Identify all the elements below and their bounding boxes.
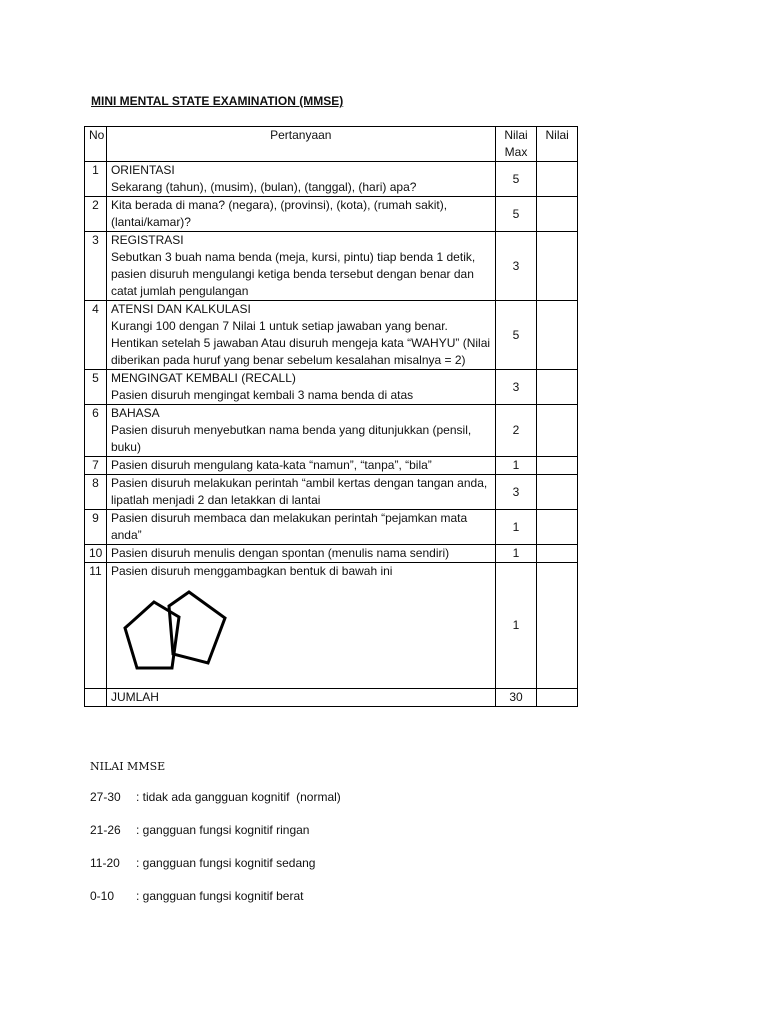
legend-range: 27-30 — [90, 790, 121, 804]
row-number: 5 — [85, 370, 107, 405]
row-question — [106, 370, 495, 405]
row-score-cell[interactable] — [537, 197, 578, 232]
legend-description: : gangguan fungsi kognitif ringan — [136, 823, 310, 837]
row-max-score: 3 — [495, 370, 537, 405]
table-row — [85, 475, 578, 510]
legend-range: 21-26 — [90, 823, 121, 837]
row-number: 10 — [85, 545, 107, 563]
row-question — [106, 197, 495, 232]
row-score-cell[interactable] — [537, 405, 578, 457]
row-number: 9 — [85, 510, 107, 545]
table-row — [85, 510, 578, 545]
row-question — [106, 563, 495, 689]
legend-item — [90, 823, 309, 837]
question-text: Sekarang (tahun), (musim), (bulan), (tanggal), (hari) apa? — [110, 180, 417, 194]
row-max-score: 5 — [495, 162, 537, 197]
table-row — [85, 563, 578, 689]
row-max-score: 2 — [495, 405, 537, 457]
question-text: Sebutkan 3 buah nama benda (meja, kursi, pintu) tiap benda 1 detik, pasien disuruh mengulangi ketiga benda tersebut dengan benar dan catat jumlah pengulangan — [110, 250, 476, 298]
header-question: Pertanyaan — [106, 127, 495, 162]
row-number: 7 — [85, 457, 107, 475]
question-text: Pasien disuruh mengingat kembali 3 nama benda di atas — [110, 388, 414, 402]
row-max-score: 1 — [495, 545, 537, 563]
table-row — [85, 370, 578, 405]
row-score-cell[interactable] — [537, 510, 578, 545]
question-heading: MENGINGAT KEMBALI (RECALL) — [110, 371, 296, 385]
row-question — [106, 545, 495, 563]
row-number: 6 — [85, 405, 107, 457]
question-heading: BAHASA — [110, 406, 160, 420]
row-max-score: 3 — [495, 475, 537, 510]
row-question — [106, 232, 495, 301]
row-score-cell[interactable] — [537, 545, 578, 563]
pentagon-drawing — [111, 580, 491, 688]
legend-item — [90, 889, 303, 903]
total-max: 30 — [495, 689, 537, 707]
question-text: Pasien disuruh membaca dan melakukan perintah “pejamkan mata anda” — [110, 511, 468, 542]
row-question — [106, 405, 495, 457]
row-number: 2 — [85, 197, 107, 232]
row-score-cell[interactable] — [537, 475, 578, 510]
legend-range: 0-10 — [90, 889, 115, 903]
question-heading: ATENSI DAN KALKULASI — [110, 302, 251, 316]
legend-range: 11-20 — [90, 856, 120, 870]
question-text: Pasien disuruh menyebutkan nama benda yang ditunjukkan (pensil, buku) — [110, 423, 472, 454]
row-number: 3 — [85, 232, 107, 301]
row-number: 8 — [85, 475, 107, 510]
question-text: Kita berada di mana? (negara), (provinsi), (kota), (rumah sakit), (lantai/kamar)? — [110, 198, 448, 229]
row-question — [106, 301, 495, 370]
question-text: Pasien disuruh melakukan perintah “ambil kertas dengan tangan anda, lipatlah menjadi 2 dan letakkan di lantai — [110, 476, 488, 507]
row-score-cell[interactable] — [537, 162, 578, 197]
total-no — [85, 689, 107, 707]
question-text: Kurangi 100 dengan 7 Nilai 1 untuk setiap jawaban yang benar. Hentikan setelah 5 jawaban Atau disuruh mengeja kata “WAHYU” (Nilai diberikan pada huruf yang benar sebelum kesalahan misalnya = 2) — [110, 319, 491, 367]
row-score-cell[interactable] — [537, 301, 578, 370]
row-max-score: 1 — [495, 510, 537, 545]
row-score-cell[interactable] — [537, 563, 578, 689]
row-number: 4 — [85, 301, 107, 370]
header-max — [495, 127, 537, 162]
mmse-table — [84, 126, 578, 707]
table-header-row — [85, 127, 578, 162]
row-number: 1 — [85, 162, 107, 197]
total-label: JUMLAH — [106, 689, 495, 707]
table-row — [85, 301, 578, 370]
legend-title: NILAI MMSE — [90, 760, 166, 773]
intersecting-pentagons-figure — [121, 586, 241, 686]
legend-description: : gangguan fungsi kognitif berat — [136, 889, 304, 903]
question-heading: ORIENTASI — [110, 163, 175, 177]
header-max-label: Nilai Max — [504, 128, 528, 159]
row-max-score: 1 — [495, 457, 537, 475]
row-max-score: 5 — [495, 301, 537, 370]
row-question — [106, 510, 495, 545]
table-row — [85, 162, 578, 197]
table-row — [85, 197, 578, 232]
row-max-score: 5 — [495, 197, 537, 232]
row-score-cell[interactable] — [537, 370, 578, 405]
question-heading: REGISTRASI — [110, 233, 184, 247]
row-max-score: 1 — [495, 563, 537, 689]
legend-item — [90, 790, 341, 804]
row-score-cell[interactable] — [537, 457, 578, 475]
table-row — [85, 405, 578, 457]
table-row — [85, 457, 578, 475]
row-question — [106, 162, 495, 197]
total-score — [537, 689, 578, 707]
header-no: No — [85, 127, 107, 162]
table-row — [85, 232, 578, 301]
legend-description: : gangguan fungsi kognitif sedang — [136, 856, 316, 870]
row-question — [106, 475, 495, 510]
row-question — [106, 457, 495, 475]
question-text: Pasien disuruh menulis dengan spontan (menulis nama sendiri) — [110, 546, 450, 560]
row-number: 11 — [85, 563, 107, 689]
page-title: MINI MENTAL STATE EXAMINATION (MMSE) — [91, 94, 344, 108]
header-score: Nilai — [537, 127, 578, 162]
question-text: Pasien disuruh menggambagkan bentuk di bawah ini — [110, 564, 393, 578]
table-row — [85, 545, 578, 563]
legend-description: : tidak ada gangguan kognitif (normal) — [136, 790, 341, 804]
total-row — [85, 689, 578, 707]
question-text: Pasien disuruh mengulang kata-kata “namun”, “tanpa”, “bila” — [110, 458, 432, 472]
legend-item — [90, 856, 315, 870]
row-score-cell[interactable] — [537, 232, 578, 301]
row-max-score: 3 — [495, 232, 537, 301]
